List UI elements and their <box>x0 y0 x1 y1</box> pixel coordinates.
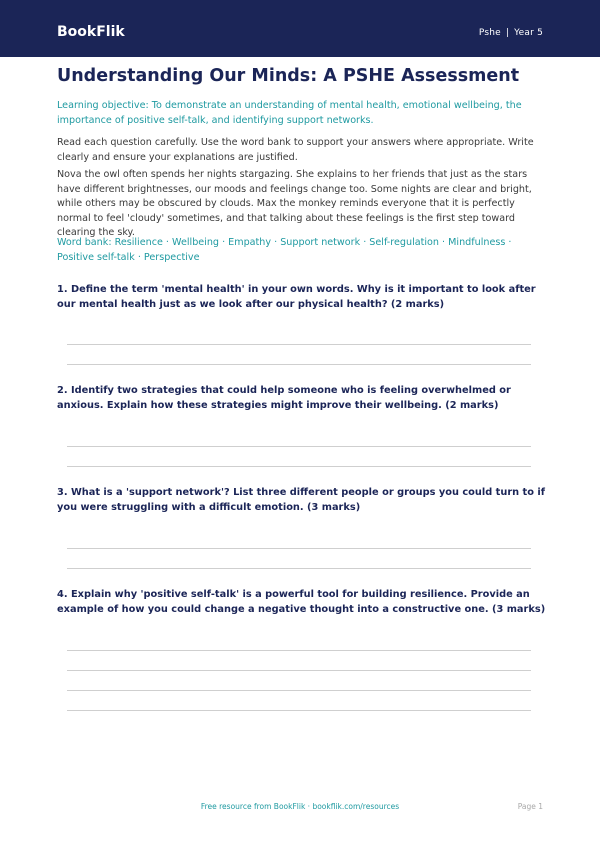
instructions: Read each question carefully. Use the word bank to support your answers where appropriate. Write clearly and ensure your explanations are justified. <box>57 137 534 163</box>
subject-label: Pshe <box>478 28 501 38</box>
question-1: 1. Define the term 'mental health' in your own words. Why is it important to look after our mental health just as we look after our physical health? (2 marks) <box>57 284 536 311</box>
meta-separator: | <box>505 28 510 38</box>
story-passage: Nova the owl often spends her nights stargazing. She explains to her friends that just as the stars have different brightnesses, our moods and feelings change too. Some nights are clear and bright, while others may be obscured by clouds. Max the monkey reminds everyone that it is perfectly normal to feel 'cloudy' sometimes, and that talking about these feelings is the first step toward clearing the sky. <box>57 169 532 238</box>
answer-line[interactable] <box>67 364 531 365</box>
answer-line[interactable] <box>67 568 531 569</box>
header-bar <box>0 0 600 57</box>
answer-line[interactable] <box>67 690 531 691</box>
answer-line[interactable] <box>67 548 531 549</box>
answer-line[interactable] <box>67 466 531 467</box>
page-number: Page 1 <box>517 802 543 811</box>
answer-line[interactable] <box>67 710 531 711</box>
footer-resource-link[interactable]: Free resource from BookFlik · bookflik.com/resources <box>200 802 400 811</box>
brand-logo[interactable]: BookFlik <box>57 24 125 40</box>
answer-line[interactable] <box>67 344 531 345</box>
year-label: Year 5 <box>514 28 543 38</box>
subject-year <box>479 28 543 38</box>
question-3: 3. What is a 'support network'? List three different people or groups you could turn to if you were struggling with a difficult emotion. (3 marks) <box>57 487 545 514</box>
learning-objective: Learning objective: To demonstrate an understanding of mental health, emotional wellbeing, the importance of positive self-talk, and identifying support networks. <box>57 100 522 126</box>
answer-line[interactable] <box>67 670 531 671</box>
answer-line[interactable] <box>67 650 531 651</box>
answer-line[interactable] <box>67 446 531 447</box>
question-4: 4. Explain why 'positive self-talk' is a powerful tool for building resilience. Provide an example of how you could change a negative thought into a constructive one. (3 marks) <box>57 589 546 616</box>
word-bank: Word bank: Resilience · Wellbeing · Empathy · Support network · Self-regulation · Mindfulness · Positive self-talk · Perspective <box>57 237 512 263</box>
question-2: 2. Identify two strategies that could help someone who is feeling overwhelmed or anxious. Explain how these strategies might improve their wellbeing. (2 marks) <box>57 385 511 412</box>
page-title: Understanding Our Minds: A PSHE Assessment <box>57 66 520 86</box>
